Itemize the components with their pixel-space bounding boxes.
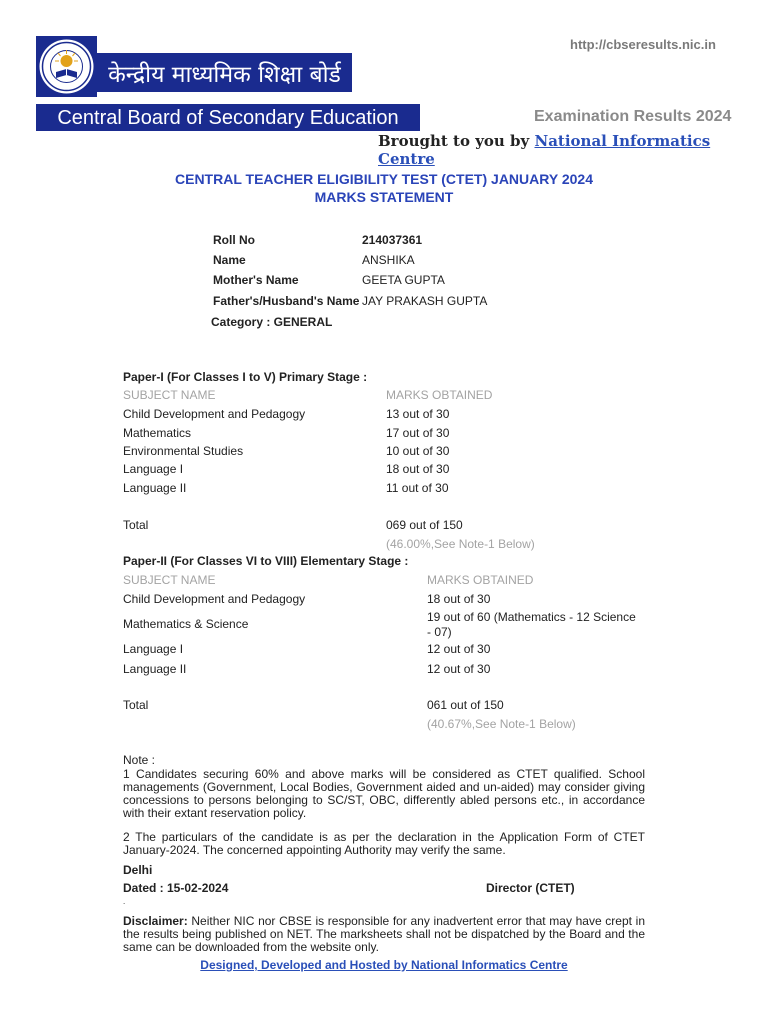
brought-to-you-line [378,132,768,168]
paper2-subject-header: SUBJECT NAME [123,573,216,587]
paper2-marks-cont: - 07) [427,625,452,639]
paper1-total-label: Total [123,518,149,532]
mother-label: Mother's Name [213,273,299,287]
paper1-percent: (46.00%,See Note-1 Below) [386,537,535,551]
exam-results-heading: Examination Results 2024 [534,108,732,125]
english-name-banner [36,104,420,131]
paper2-subject: Language I [123,642,184,656]
paper2-marks: 19 out of 60 (Mathematics - 12 Science [427,610,636,624]
paper2-subject: Mathematics & Science [123,617,249,631]
paper1-total-value: 069 out of 150 [386,518,463,532]
paper2-marks: 12 out of 30 [427,642,491,656]
disclaimer-label: Disclaimer: [123,914,188,928]
roll-label: Roll No [213,233,255,247]
paper1-subject: Environmental Studies [123,444,244,458]
paper1-subject: Mathematics [123,426,192,440]
paper2-total-label: Total [123,698,149,712]
paper1-heading: Paper-I (For Classes I to V) Primary Stage : [123,370,368,384]
paper1-marks-header: MARKS OBTAINED [386,388,493,402]
paper1-marks: 18 out of 30 [386,462,450,476]
dated: Dated : 15-02-2024 [123,881,229,895]
hindi-name-banner [97,53,352,92]
note-1: 1 Candidates securing 60% and above marks will be considered as CTET qualified. School managements (Government, Local Bodies, Government aided and un-aided) may consider giving concessions to persons belonging to SC/ST, OBC, differently abled persons etc., in accordance with their extant reservation policy. [123,767,645,820]
paper2-total-value: 061 out of 150 [427,698,504,712]
paper1-marks: 13 out of 30 [386,407,450,421]
mother-value: GEETA GUPTA [362,273,445,287]
cbse-logo [36,36,97,97]
brought-prefix: Brought to you by [378,132,530,150]
separator-dot: . [123,897,126,906]
paper2-percent: (40.67%,See Note-1 Below) [427,717,576,731]
father-value: JAY PRAKASH GUPTA [362,294,488,308]
site-url: http://cbseresults.nic.in [570,37,716,52]
paper2-marks: 18 out of 30 [427,592,491,606]
disclaimer [123,915,645,954]
hindi-board-name: केन्द्रीय माध्यमिक शिक्षा बोर्ड [108,62,341,88]
paper2-subject: Child Development and Pedagogy [123,592,306,606]
paper1-marks: 17 out of 30 [386,426,450,440]
name-value: ANSHIKA [362,253,415,267]
exam-title: CENTRAL TEACHER ELIGIBILITY TEST (CTET) JANUARY 2024 [175,171,593,187]
place: Delhi [123,863,153,877]
note-2: 2 The particulars of the candidate is as per the declaration in the Application Form of CTET January-2024. The concerned appointing Authority may verify the same. [123,830,645,857]
father-label: Father's/Husband's Name [213,294,360,308]
english-board-name: Central Board of Secondary Education [57,107,399,129]
marks-statement-title: MARKS STATEMENT [314,189,454,205]
roll-value: 214037361 [362,233,423,247]
paper1-subject-header: SUBJECT NAME [123,388,216,402]
paper1-marks: 11 out of 30 [386,481,449,495]
footer-nic-link[interactable]: Designed, Developed and Hosted by National Informatics Centre [200,958,568,972]
paper1-subject: Language II [123,481,187,495]
note-heading: Note : [123,753,156,767]
director-signature: Director (CTET) [486,881,575,895]
paper1-subject: Language I [123,462,184,476]
paper2-heading: Paper-II (For Classes VI to VIII) Elementary Stage : [123,554,409,568]
paper1-subject: Child Development and Pedagogy [123,407,306,421]
category-label: Category : GENERAL [211,315,333,329]
disclaimer-text: Neither NIC nor CBSE is responsible for any inadvertent error that may have crept in the results being published on NET. The marksheets shall not be dispatched by the Board and the same can be downloaded from the website only. [123,914,645,954]
nic-link[interactable]: National Informatics Centre [378,132,711,168]
name-label: Name [213,253,246,267]
paper1-marks: 10 out of 30 [386,444,450,458]
paper2-marks-header: MARKS OBTAINED [427,573,534,587]
paper2-marks: 12 out of 30 [427,662,491,676]
paper2-subject: Language II [123,662,187,676]
